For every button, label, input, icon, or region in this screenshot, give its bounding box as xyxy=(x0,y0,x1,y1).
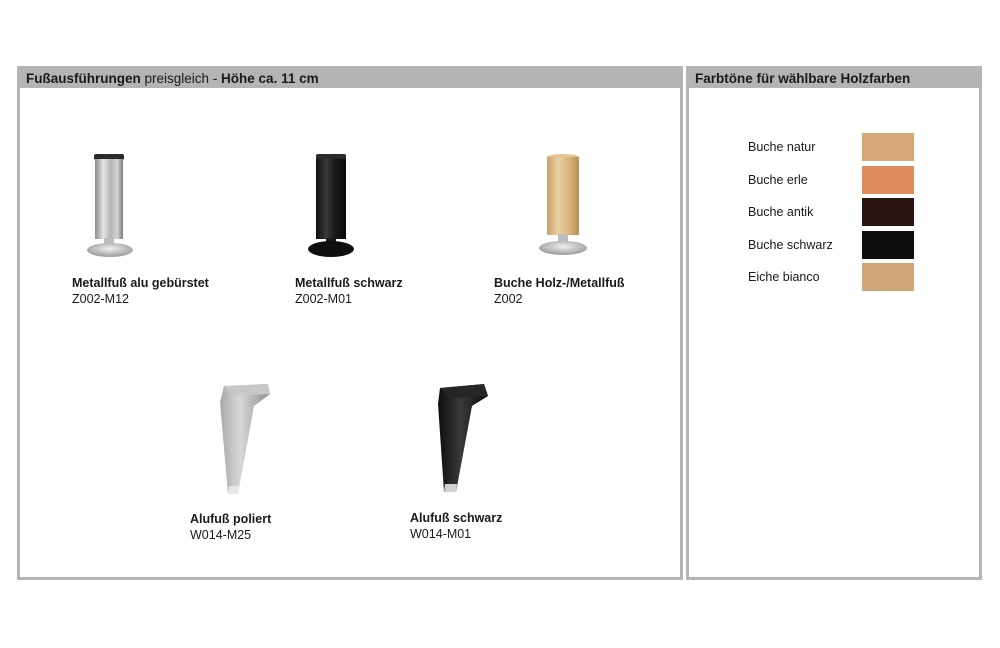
swatch-row xyxy=(689,198,979,228)
swatch-row xyxy=(689,263,979,293)
wood-colors-title: Farbtöne für wählbare Holzfarben xyxy=(695,71,911,86)
product-code: Z002 xyxy=(494,292,523,306)
swatch-row xyxy=(689,231,979,261)
header-height: Höhe ca. 11 cm xyxy=(221,71,319,86)
product-image-black-metal xyxy=(306,154,362,260)
product-code: Z002-M01 xyxy=(295,292,352,306)
product-image-alu-polished xyxy=(212,384,272,496)
product-name: Metallfuß alu gebürstet xyxy=(72,276,209,290)
color-swatch xyxy=(862,231,914,259)
product-image-alu-black xyxy=(432,384,492,496)
product-name: Alufuß schwarz xyxy=(410,511,503,525)
product-code: W014-M01 xyxy=(410,527,472,541)
leg-options-panel xyxy=(17,66,683,580)
header-title: Fußausführungen xyxy=(26,71,141,86)
product-code: W014-M25 xyxy=(190,528,252,542)
product-name: Metallfuß schwarz xyxy=(295,276,403,290)
color-swatch xyxy=(862,263,914,291)
product-name: Buche Holz-/Metallfuß xyxy=(494,276,625,290)
swatch-label: Buche antik xyxy=(748,205,814,219)
product-name: Alufuß poliert xyxy=(190,512,272,526)
leg-options-header xyxy=(20,69,680,88)
product-code: Z002-M12 xyxy=(72,292,129,306)
product-image-beech-wood xyxy=(536,154,592,260)
color-swatch xyxy=(862,166,914,194)
header-price-note: preisgleich - xyxy=(140,71,222,86)
swatch-label: Eiche bianco xyxy=(748,270,820,284)
color-swatch xyxy=(862,133,914,161)
swatch-label: Buche erle xyxy=(748,173,808,187)
wood-colors-panel xyxy=(686,66,982,580)
product-image-alu-brushed xyxy=(86,154,142,260)
swatch-label: Buche schwarz xyxy=(748,238,833,252)
swatch-row xyxy=(689,133,979,163)
swatch-label: Buche natur xyxy=(748,140,816,154)
swatch-row xyxy=(689,166,979,196)
color-swatch xyxy=(862,198,914,226)
wood-colors-header xyxy=(689,69,979,88)
